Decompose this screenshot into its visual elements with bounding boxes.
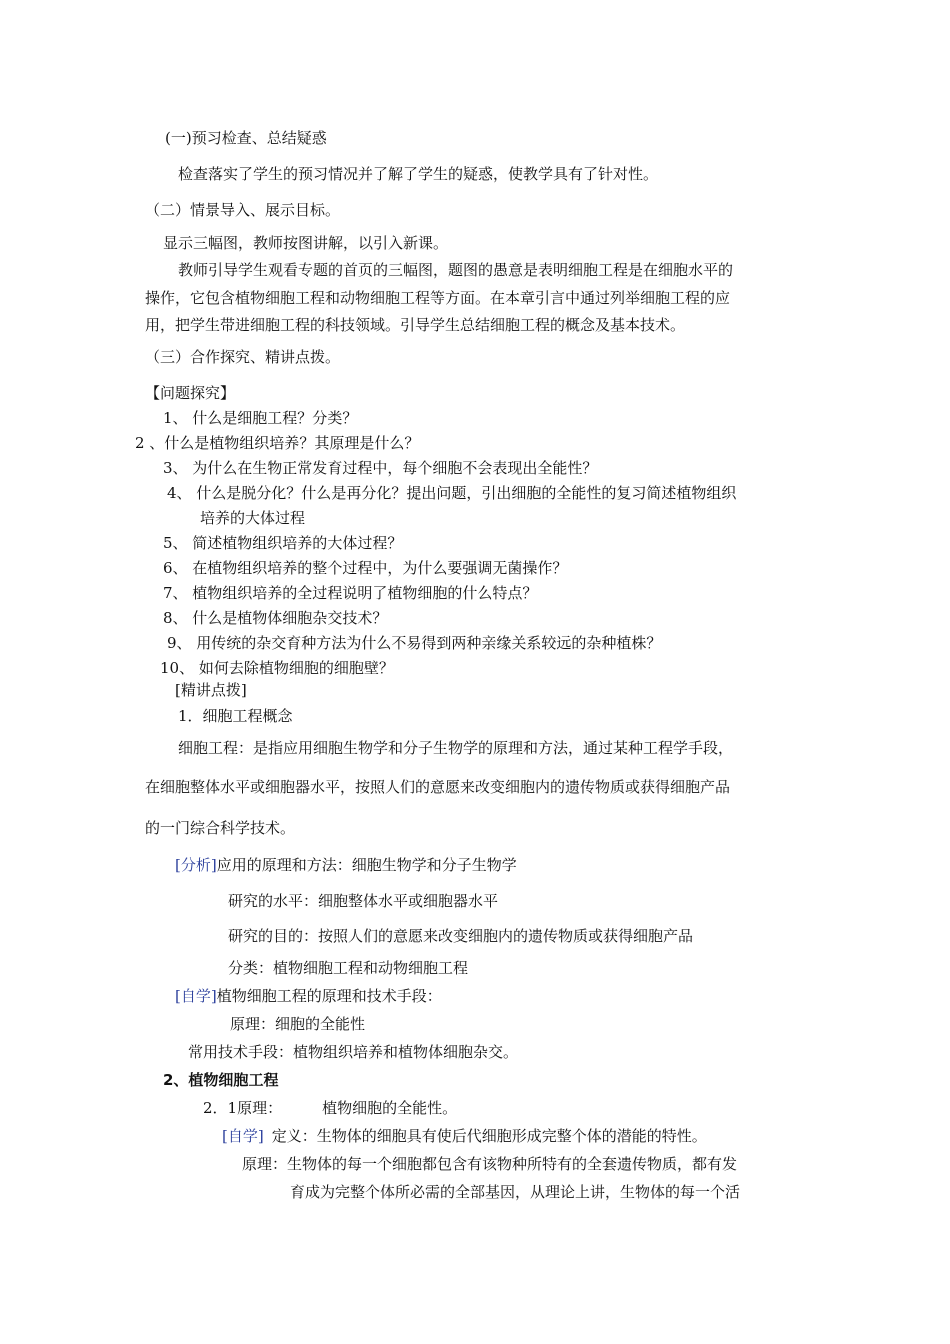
section-heading-1: (一)预习检查、总结疑惑 (165, 129, 327, 147)
question-item: 5、 简述植物组织培养的大体过程？ (163, 534, 403, 552)
paragraph-line: 用，把学生带进细胞工程的科技领域。引导学生总结细胞工程的概念及基本技术。 (145, 316, 686, 334)
question-item: 6、 在植物组织培养的整个过程中，为什么要强调无菌操作？ (163, 559, 568, 577)
self-study-tag: [自学] (175, 987, 217, 1005)
principle-value: 植物细胞的全能性。 (322, 1099, 458, 1117)
section-heading-2: （二）情景导入、展示目标。 (145, 201, 341, 219)
paragraph-line: 的一门综合科学技术。 (145, 819, 296, 837)
paragraph-line: 在细胞整体水平或细胞器水平，按照人们的意愿来改变细胞内的遗传物质或获得细胞产品 (145, 778, 731, 796)
analysis-line (175, 855, 517, 875)
principle-label: 2．1原理： (203, 1099, 283, 1117)
paragraph-line: 教师引导学生观看专题的首页的三幅图，题图的愚意是表明细胞工程是在细胞水平的 (178, 261, 734, 279)
section-body: 检查落实了学生的预习情况并了解了学生的疑惑，使教学具有了针对性。 (178, 165, 659, 183)
question-item: 1、 什么是细胞工程？分类？ (163, 409, 358, 427)
principle-detail: 育成为完整个体所必需的全部基因，从理论上讲，生物体的每一个活 (290, 1183, 741, 1201)
questions-heading: 【问题探究】 (145, 384, 236, 402)
self-study-line (175, 986, 442, 1006)
analysis-line: 研究的水平：细胞整体水平或细胞器水平 (228, 892, 499, 910)
subsection-title: 1．细胞工程概念 (178, 707, 293, 725)
analysis-line: 研究的目的：按照人们的意愿来改变细胞内的遗传物质或获得细胞产品 (228, 927, 694, 945)
self-study-line: 常用技术手段：植物组织培养和植物体细胞杂交。 (188, 1043, 519, 1061)
lecture-heading: [精讲点拨] (175, 681, 247, 699)
question-item: 4、 什么是脱分化？什么是再分化？提出问题，引出细胞的全能性的复习简述植物组织 (167, 484, 737, 502)
analysis-line: 分类：植物细胞工程和动物细胞工程 (228, 959, 469, 977)
section-heading-3: （三）合作探究、精讲点拨。 (145, 348, 341, 366)
question-item: 8、 什么是植物体细胞杂交技术？ (163, 609, 388, 627)
question-item: 2 、什么是植物组织培养？其原理是什么？ (135, 434, 420, 452)
question-item: 10、 如何去除植物细胞的细胞壁？ (160, 659, 394, 677)
question-item: 3、 为什么在生物正常发育过程中，每个细胞不会表现出全能性？ (163, 459, 598, 477)
definition-text: 定义：生物体的细胞具有使后代细胞形成完整个体的潜能的特性。 (271, 1127, 707, 1145)
principle-detail: 原理：生物体的每一个细胞都包含有该物种所特有的全套遗传物质，都有发 (242, 1155, 738, 1173)
question-item: 7、 植物组织培养的全过程说明了植物细胞的什么特点？ (163, 584, 538, 602)
paragraph-line: 细胞工程：是指应用细胞生物学和分子生物学的原理和方法，通过某种工程学手段， (178, 739, 734, 757)
self-study-line: 原理：细胞的全能性 (230, 1015, 366, 1033)
analysis-tag: [分析] (175, 856, 217, 874)
self-study-definition (222, 1126, 707, 1146)
paragraph-line: 操作，它包含植物细胞工程和动物细胞工程等方面。在本章引言中通过列举细胞工程的应 (145, 289, 731, 307)
self-study-tag: [自学] (222, 1127, 264, 1145)
section-body: 显示三幅图，教师按图讲解，以引入新课。 (163, 234, 449, 252)
principle-line (203, 1098, 457, 1118)
analysis-text: 应用的原理和方法：细胞生物学和分子生物学 (216, 856, 517, 874)
subsection-title-bold: 2、植物细胞工程 (163, 1071, 279, 1089)
question-item-continued: 培养的大体过程 (200, 509, 306, 527)
question-item: 9、 用传统的杂交育种方法为什么不易得到两种亲缘关系较远的杂种植株？ (167, 634, 662, 652)
self-study-text: 植物细胞工程的原理和技术手段： (216, 987, 442, 1005)
